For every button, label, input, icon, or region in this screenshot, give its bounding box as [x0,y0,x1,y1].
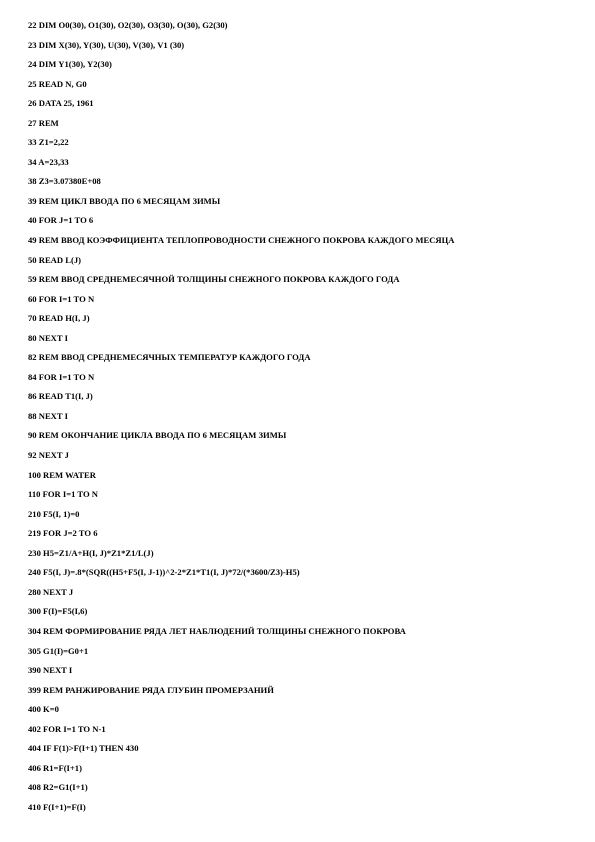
code-line: 82 REM ВВОД СРЕДНЕМЕСЯЧНЫХ ТЕМПЕРАТУР КАЖДОГО ГОДА [28,352,311,363]
code-line: 24 DIM Y1(30), Y2(30) [28,59,112,70]
code-line: 300 F(I)=F5(I,6) [28,606,88,617]
code-line: 305 G1(I)=G0+1 [28,645,89,656]
code-line: 80 NEXT I [28,332,68,343]
code-line: 50 READ L(J) [28,254,81,265]
code-line: 60 FOR I=1 TO N [28,293,95,304]
code-line: 49 REM ВВОД КОЭФФИЦИЕНТА ТЕПЛОПРОВОДНОСТИ СНЕЖНОГО ПОКРОВА КАЖДОГО МЕСЯЦА [28,235,455,246]
code-line: 408 R2=G1(I+1) [28,782,88,793]
code-line: 26 DATA 25, 1961 [28,98,94,109]
code-line: 33 Z1=2,22 [28,137,69,148]
program-listing [28,19,588,820]
code-line: 70 READ H(I, J) [28,313,90,324]
code-line: 280 NEXT J [28,586,74,597]
code-line: 88 NEXT I [28,410,68,421]
code-line: 402 FOR I=1 TO N-1 [28,723,106,734]
code-line: 404 IF F(1)>F(I+1) THEN 430 [28,743,139,754]
code-line: 90 REM ОКОНЧАНИЕ ЦИКЛА ВВОДА ПО 6 МЕСЯЦАМ ЗИМЫ [28,430,287,441]
code-line: 59 REM ВВОД СРЕДНЕМЕСЯЧНОЙ ТОЛЩИНЫ СНЕЖНОГО ПОКРОВА КАЖДОГО ГОДА [28,274,400,285]
code-line: 40 FOR J=1 TO 6 [28,215,94,226]
code-line: 84 FOR I=1 TO N [28,371,95,382]
code-line: 27 REM [28,117,59,128]
code-line: 39 REM ЦИКЛ ВВОДА ПО 6 МЕСЯЦАМ ЗИМЫ [28,195,221,206]
code-line: 400 K=0 [28,704,59,715]
code-line: 210 F5(I, 1)=0 [28,508,80,519]
code-line: 22 DIM O0(30), O1(30), O2(30), O3(30), O(30), G2(30) [28,20,228,30]
code-line: 110 FOR I=1 TO N [28,489,98,500]
code-line: 86 READ T1(I, J) [28,391,93,402]
code-line: 34 A=23,33 [28,156,69,167]
code-line: 304 REM ФОРМИРОВАНИЕ РЯДА ЛЕТ НАБЛЮДЕНИЙ ТОЛЩИНЫ СНЕЖНОГО ПОКРОВА [28,625,406,636]
code-line: 230 H5=Z1/A+H(I, J)*Z1*Z1/L(J) [28,547,154,558]
code-line: 406 R1=F(I+1) [28,762,82,773]
code-line: 410 F(I+1)=F(I) [28,801,86,812]
code-line: 399 REM РАНЖИРОВАНИЕ РЯДА ГЛУБИН ПРОМЕРЗАНИЙ [28,684,274,695]
code-line: 240 F5(I, J)=.8*(SQR((H5+F5(I, J-1))^2-2*Z1*T1(I, J)*72/(*3600/Z3)-H5) [28,567,300,578]
code-line: 38 Z3=3.07380E+08 [28,176,101,187]
code-line: 23 DIM X(30), Y(30), U(30), V(30), V1 (30) [28,39,185,50]
code-line: 100 REM WATER [28,469,96,480]
code-line: 92 NEXT J [28,450,69,461]
code-line: 25 READ N, G0 [28,78,87,89]
code-line: 219 FOR J=2 TO 6 [28,528,98,539]
code-line: 390 NEXT I [28,665,73,676]
